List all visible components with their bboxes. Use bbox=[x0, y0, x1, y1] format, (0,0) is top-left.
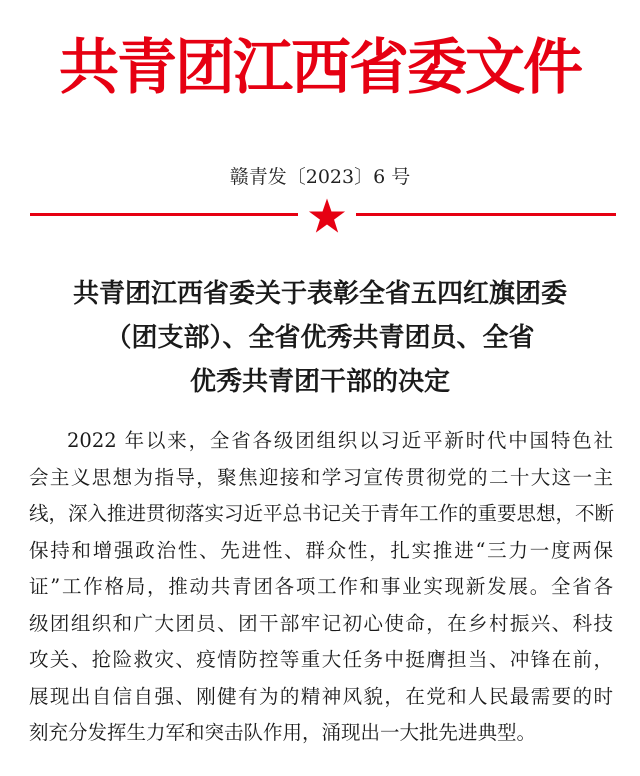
decision-title-line: 优秀共青团干部的决定 bbox=[189, 367, 450, 397]
body-line: 2022 年以来，全省各级团组织以习近平新时代中国特色社 bbox=[67, 429, 613, 452]
body-paragraph bbox=[29, 423, 613, 752]
document-header-title: 共青团江西省委文件 bbox=[59, 33, 581, 103]
body-line: 级团组织和广大团员、团干部牢记初心使命，在乡村振兴、科技 bbox=[29, 611, 613, 635]
body-line: 攻关、抢险救灾、疫情防控等重大任务中挺膺担当、冲锋在前， bbox=[29, 648, 613, 671]
body-line: 线，深入推进贯彻落实习近平总书记关于青年工作的重要思想，不断 bbox=[29, 502, 615, 525]
body-line: 保持和增强政治性、先进性、群众性，扎实推进“三力一度两保 bbox=[29, 538, 613, 562]
red-star-icon bbox=[308, 197, 346, 235]
decision-title bbox=[0, 272, 640, 404]
decision-title-line: 共青团江西省委关于表彰全省五四红旗团委 bbox=[72, 279, 567, 309]
body-line: 会主义思想为指导，聚焦迎接和学习宣传贯彻党的二十大这一主 bbox=[29, 465, 613, 489]
red-divider-right bbox=[356, 213, 616, 216]
decision-title-line: （团支部）、全省优秀共青团员、全省 bbox=[105, 323, 535, 353]
document-number: 赣青发〔2023〕6 号 bbox=[229, 166, 411, 188]
red-divider-left bbox=[30, 213, 298, 216]
body-line: 展现出自信自强、刚健有为的精神风貌，在党和人民最需要的时 bbox=[29, 684, 613, 708]
body-line: 证”工作格局，推动共青团各项工作和事业实现新发展。全省各 bbox=[29, 575, 613, 598]
body-line: 刻充分发挥生力军和突击队作用，涌现出一大批先进典型。 bbox=[29, 721, 537, 744]
